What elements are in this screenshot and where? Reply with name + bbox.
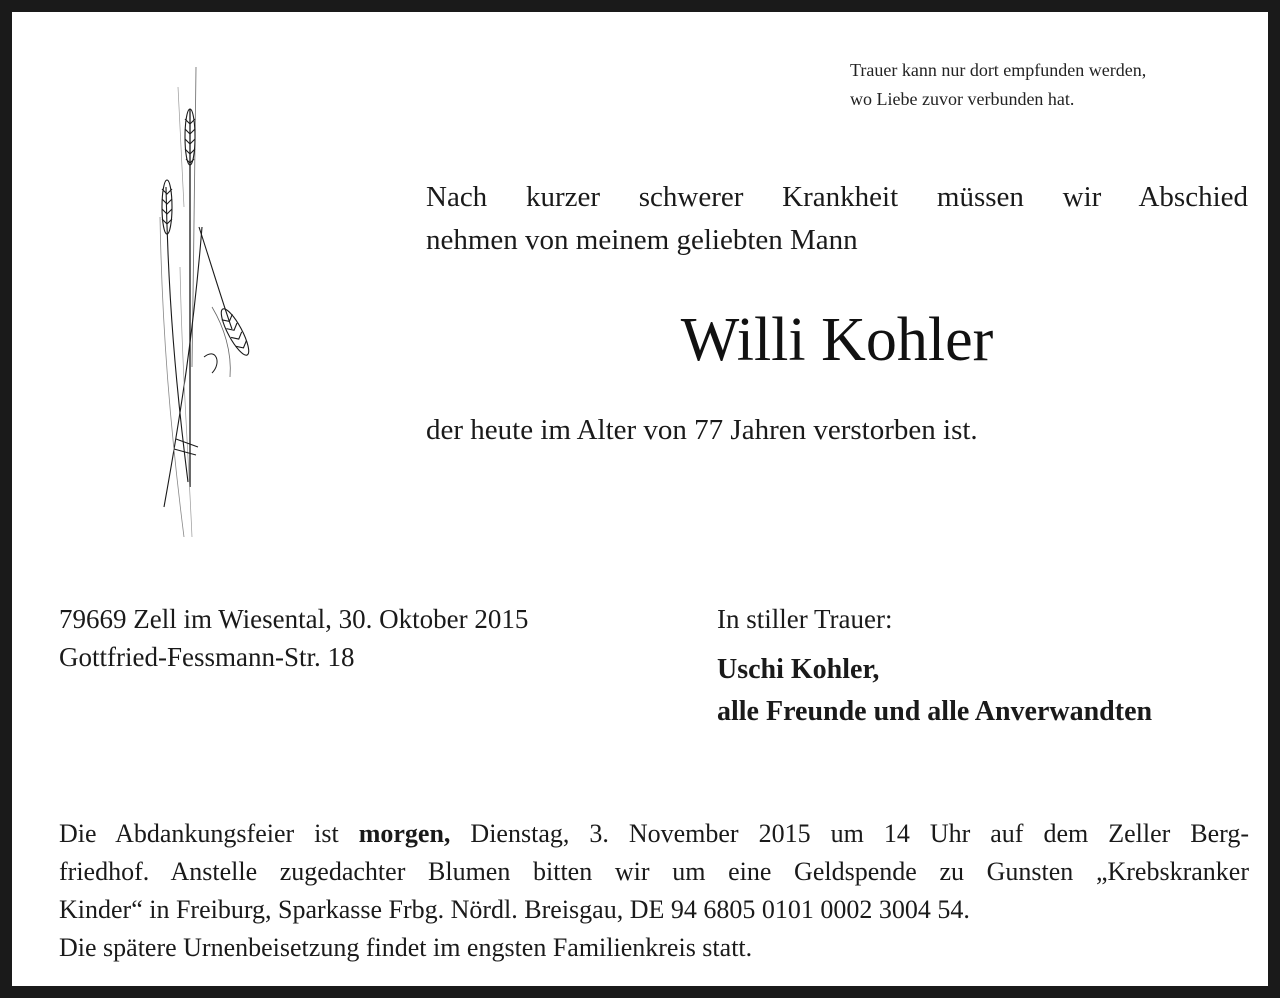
place-date: 79669 Zell im Wiesental, 30. Oktober 2015 (59, 604, 529, 634)
notice-line: friedhof. Anstelle zugedachter Blumen bitten wir um eine Geldspende zu Gunsten „Krebskranker (59, 857, 1249, 886)
street-address: Gottfried-Fessmann-Str. 18 (59, 642, 355, 672)
place-date-address (59, 600, 679, 676)
motto-line: wo Liebe zuvor verbunden hat. (850, 89, 1075, 109)
deceased-name: Willi Kohler (680, 306, 994, 374)
notice-text: Die Abdankungsfeier ist (59, 819, 359, 848)
mourners-block (717, 600, 1257, 733)
mourner-name: alle Freunde und alle Anverwandten (717, 696, 1153, 727)
intro-line: nehmen von meinem geliebten Mann (426, 224, 858, 256)
funeral-notice (59, 815, 1249, 967)
motto-line: Trauer kann nur dort empfunden werden, (850, 60, 1147, 80)
notice-text: Dienstag, 3. November 2015 um 14 Uhr auf dem Zeller Berg- (450, 819, 1250, 848)
age-statement: der heute im Alter von 77 Jahren verstorben ist. (426, 414, 978, 446)
intro-line: Nach kurzer schwerer Krankheit müssen wir Abschied (426, 181, 1248, 213)
mourners-names (717, 649, 1257, 733)
notice-line: Kinder“ in Freiburg, Sparkasse Frbg. Nördl. Breisgau, DE 94 6805 0101 0002 3004 54. (59, 895, 970, 924)
notice-emphasis: morgen, (358, 819, 451, 848)
mourners-heading: In stiller Trauer: (717, 604, 893, 634)
intro-text (426, 176, 1248, 262)
notice-line: Die spätere Urnenbeisetzung findet im engsten Familienkreis statt. (59, 933, 753, 962)
mourner-name: Uschi Kohler, (717, 654, 880, 685)
notice-line (59, 815, 1249, 853)
motto-quote (850, 56, 1260, 114)
wheat-ears-icon (132, 67, 272, 537)
